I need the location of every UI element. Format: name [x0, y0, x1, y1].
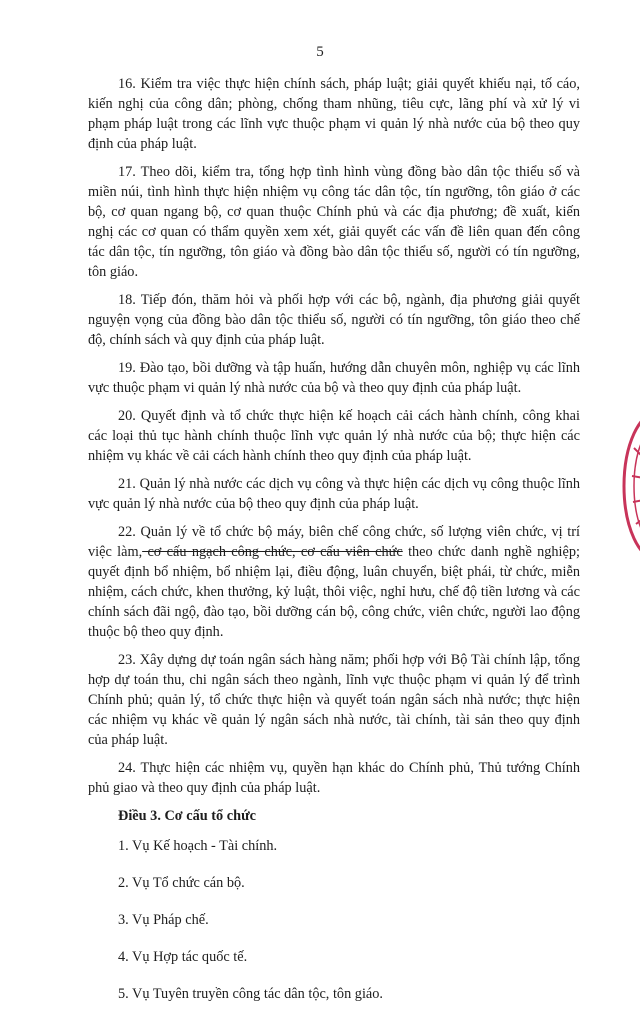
page-number: 5 — [316, 44, 324, 60]
paragraph-22-text: 22. Quản lý về tổ chức bộ máy, biên chế công chức, số lượng viên chức, vị trí việc làm, — [88, 524, 580, 560]
org-unit-item: 1. Vụ Kế hoạch - Tài chính. — [118, 838, 278, 854]
paragraph-24: 24. Thực hiện các nhiệm vụ, quyền hạn khác do Chính phủ, Thủ tướng Chính phủ giao và theo quy định của pháp luật. — [88, 760, 580, 796]
article-3-heading: Điều 3. Cơ cấu tổ chức — [118, 808, 257, 824]
paragraph-21: 21. Quản lý nhà nước các dịch vụ công và thực hiện các dịch vụ công thuộc lĩnh vực quản lý nhà nước của bộ theo quy định của pháp luật. — [88, 476, 580, 512]
paragraph-18: 18. Tiếp đón, thăm hỏi và phối hợp với các bộ, ngành, địa phương giải quyết nguyện vọng của đồng bào dân tộc thiểu số, người có tín ngưỡng, tôn giáo theo chế độ, chính sách và quy định của pháp luật. — [88, 292, 580, 348]
paragraph-16: 16. Kiểm tra việc thực hiện chính sách, pháp luật; giải quyết khiếu nại, tố cáo, kiến nghị của công dân; phòng, chống tham nhũng, tiêu cực, lãng phí và xử lý vi phạm pháp luật trong các lĩnh vực thuộc phạm vi quản lý nhà nước của bộ theo quy định của pháp luật. — [88, 76, 580, 152]
seal-inner-ring — [634, 426, 640, 546]
seal-outer-ring — [624, 412, 640, 560]
paragraph-22-text-continued: theo chức danh nghề nghiệp; quyết định bổ nhiệm, bổ nhiệm lại, điều động, luân chuyển, biệt phái, từ chức, miễn nhiệm, cách chức, khen thưởng, kỷ luật, thôi việc, nghỉ hưu, chế độ tiền lương và các chính sách đãi ngộ, đào tạo, bồi dưỡng cán bộ, công chức, viên chức, người lao động thuộc bộ theo quy định. — [88, 544, 580, 640]
org-unit-item: 4. Vụ Hợp tác quốc tế. — [118, 949, 248, 965]
org-unit-item: 5. Vụ Tuyên truyền công tác dân tộc, tôn giáo. — [118, 986, 383, 1002]
struck-through-text: cơ cấu ngạch công chức, cơ cấu viên chức — [142, 544, 403, 560]
paragraph-17: 17. Theo dõi, kiểm tra, tổng hợp tình hình vùng đồng bào dân tộc thiểu số và miền núi, tình hình thực hiện nhiệm vụ công tác dân tộc, tín ngưỡng, tôn giáo ở các bộ, cơ quan ngang bộ, cơ quan thuộc Chính phủ và các địa phương; đề xuất, kiến nghị các cơ quan có thẩm quyền xem xét, giải quyết các vấn đề liên quan đến công tác dân tộc, tín ngưỡng, tôn giáo và đồng bào dân tộc thiểu số, người có tín ngưỡng, tôn giáo. — [88, 164, 580, 280]
org-unit-item: 3. Vụ Pháp chế. — [118, 912, 209, 928]
red-seal-stamp-edge — [618, 406, 640, 566]
paragraph-20: 20. Quyết định và tổ chức thực hiện kế hoạch cải cách hành chính, công khai các loại thủ tục hành chính thuộc lĩnh vực quản lý nhà nước của bộ; thực hiện các nhiệm vụ khác về cải cách hành chính theo quy định của pháp luật. — [88, 408, 580, 464]
paragraph-19: 19. Đào tạo, bồi dưỡng và tập huấn, hướng dẫn chuyên môn, nghiệp vụ các lĩnh vực thuộc phạm vi quản lý nhà nước của bộ và theo quy định của pháp luật. — [88, 360, 580, 396]
document-body — [88, 74, 580, 1021]
paragraph-23: 23. Xây dựng dự toán ngân sách hàng năm; phối hợp với Bộ Tài chính lập, tổng hợp dự toán thu, chi ngân sách theo ngành, lĩnh vực thuộc phạm vi quản lý để trình Chính phủ; quản lý, tổ chức thực hiện và quyết toán ngân sách nhà nước; thực hiện các nhiệm vụ khác về quản lý ngân sách nhà nước, tài chính, tài sản theo quy định của pháp luật. — [88, 652, 580, 748]
org-unit-item: 2. Vụ Tổ chức cán bộ. — [118, 875, 245, 891]
paragraph-22 — [88, 522, 580, 642]
